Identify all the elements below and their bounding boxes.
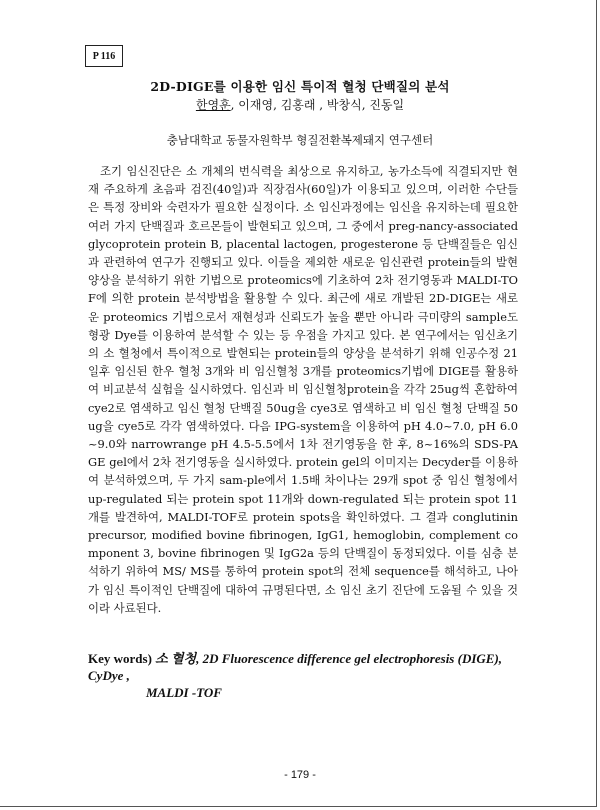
poster-number-badge: P 116	[85, 45, 123, 67]
presenting-author: 한영훈	[195, 98, 231, 112]
paper-title: 2D-DIGE를 이용한 임신 특이적 혈청 단백질의 분석	[150, 79, 450, 94]
keywords	[88, 650, 528, 701]
co-authors: , 이재영, 김홍래 , 박창식, 진동일	[230, 98, 405, 112]
keywords-line-2: MALDI -TOF	[146, 685, 222, 700]
affiliation: 충남대학교 동물자원학부 형질전환복제돼지 연구센터	[166, 133, 434, 147]
abstract-paragraph: 조기 임신진단은 소 개체의 번식력을 최상으로 유지하고, 농가소득에 직결되지만 현재 주요하게 초음파 검진(40일)과 직장검사(60일)가 이용되고 있으며, 이러한 수단들은 특정 장비와 숙련자가 필요한 실정이다. 소 임신과정에는 임신을 유지하는데 필요한 여러 가지 단백질과 호르몬들이 발현되고 있으며, 그 중에서 preg-nancy-associated glycoprotein protein B, placental lactogen, progesterone 등 단백질들은 임신과 관련하여 연구가 진행되고 있다. 이들을 제외한 새로운 임신관련 protein들의 발현 양상을 분석하기 위한 기법으로 proteomics에 기초하여 2차 전기영동과 MALDI-TOF에 의한 protein 분석방법을 활용할 수 있다. 최근에 새로 개발된 2D-DIGE는 새로운 proteomics 기법으로서 재현성과 신뢰도가 높을 뿐만 아니라 극미량의 sample도 형광 Dye를 이용하여 분석할 수 있는 등 우점을 가지고 있다. 본 연구에서는 임신초기의 소 혈청에서 특이적으로 발현되는 protein들의 양상을 분석하기 위해 인공수정 21일후 임신된 한우 혈청 3개와 비 임신혈청 3개를 proteomics기법에 DIGE를 활용하여 비교분석 실험을 실시하였다. 임신과 비 임신혈청protein을 각각 25ug씩 혼합하여 cye2로 염색하고 임신 혈청 단백질 50ug을 cye3로 염색하고 비 임신 혈청 단백질 50ug을 cye5로 각각 염색하였다. 다음 IPG-system을 이용하여 pH 4.0~7.0, pH 6.0~9.0와 narrowrange pH 4.5-5.5에서 1차 전기영동을 한 후, 8~16%의 SDS-PAGE gel에서 2차 전기영동을 실시하였다. protein gel의 이미지는 Decyder를 이용하여 분석하였으며, 두 가지 sam-ple에서 1.5배 차이나는 29개 spot 중 임신 혈청에서 up-regulated 되는 protein spot 11개와 down-regulated 되는 protein spot 11개를 발견하여, MALDI-TOF로 protein spots을 확인하였다. 그 결과 conglutinin precursor, modified bovine fibrinogen, IgG1, hemoglobin, complement component 3, bovine fibrinogen 및 IgG2a 등의 단백질이 동정되었다. 이를 심층 분석하기 위하여 MS/ MS를 통하여 protein spot의 전체 sequence를 해석하고, 나아가 임신 특이적인 단백질에 대하여 규명된다면, 소 임신 초기 진단에 도움될 수 있을 것이라 사료된다.	[88, 164, 518, 615]
author-list	[0, 96, 600, 113]
keywords-line-1: 소 혈청, 2D Fluorescence difference gel electrophoresis (DIGE), CyDye ,	[88, 651, 503, 683]
page-number: - 179 -	[284, 769, 316, 781]
abstract-body	[88, 162, 518, 617]
keywords-label: Key words)	[88, 651, 152, 666]
